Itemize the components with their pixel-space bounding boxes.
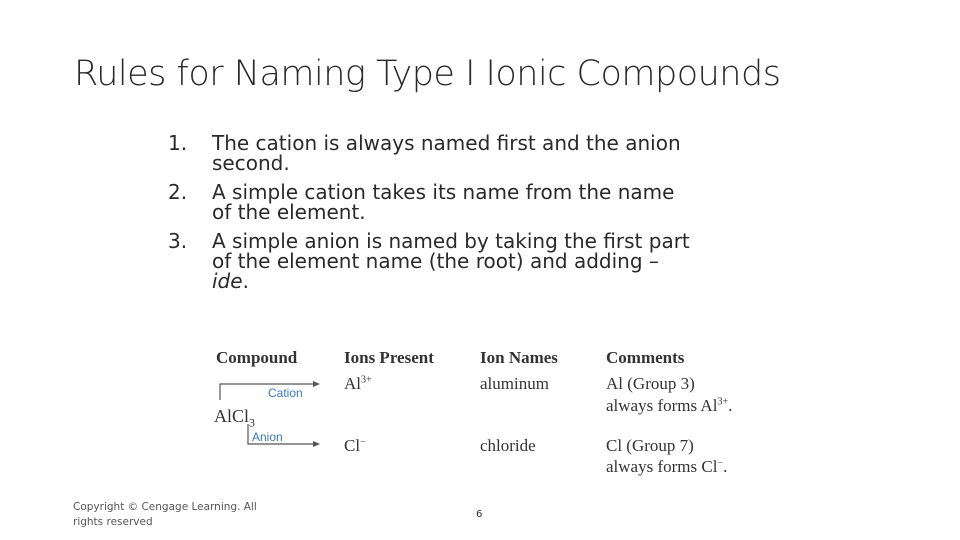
comment-cation-line-2: always forms $Al^{3+}$.: [606, 396, 733, 415]
cation-label: Cation: [268, 386, 303, 400]
slide-title: Rules for Naming Type I Ionic Compounds: [74, 54, 781, 94]
suffix-ide: ide: [212, 269, 243, 293]
rule-number: 3.: [168, 229, 188, 253]
rule-text-line: second.: [212, 151, 290, 175]
rule-item-2: [168, 180, 728, 224]
header-comments: Comments: [606, 348, 685, 367]
compound-base: AlCl: [214, 406, 250, 426]
header-ions-present: Ions Present: [344, 348, 434, 367]
rule-number: 2.: [168, 180, 188, 204]
header-ion-names: Ion Names: [480, 348, 558, 367]
cation-arrowhead: [313, 381, 320, 387]
anion-label: Anion: [252, 430, 283, 444]
rule-text-line: A simple anion is named by taking the first part: [212, 229, 690, 253]
ion-naming-table: [214, 346, 774, 486]
comment-anion-line-1: Cl (Group 7): [606, 436, 694, 455]
rule-text-line: of the element.: [212, 200, 366, 224]
compound-subscript: 3: [249, 415, 256, 430]
rule-item-1: [168, 131, 728, 175]
compound-formula: [214, 406, 255, 431]
ion-name-cation: aluminum: [480, 374, 549, 393]
header-compound: Compound: [216, 348, 298, 367]
rule-text-line: The cation is always named first and the anion: [212, 131, 681, 155]
rule-text-line: of the element name (the root) and adding –: [212, 249, 659, 273]
ion-present-cation: $Al^{3+}$: [344, 374, 372, 393]
comment-cation-line-1: Al (Group 3): [606, 374, 695, 393]
ion-present-anion: Cl−: [344, 436, 366, 455]
page-number: 6: [476, 509, 483, 520]
anion-arrowhead: [313, 441, 320, 447]
ion-name-anion: chloride: [480, 436, 536, 455]
rule-item-3: [168, 229, 728, 293]
rules-list: [168, 131, 728, 298]
rule-period: .: [242, 269, 249, 293]
rule-number: 1.: [168, 131, 188, 155]
rule-text-line: A simple cation takes its name from the name: [212, 180, 675, 204]
copyright-footer: Copyright © Cengage Learning. All rights reserved: [73, 501, 257, 528]
comment-anion-line-2: always forms Cl−.: [606, 457, 728, 476]
